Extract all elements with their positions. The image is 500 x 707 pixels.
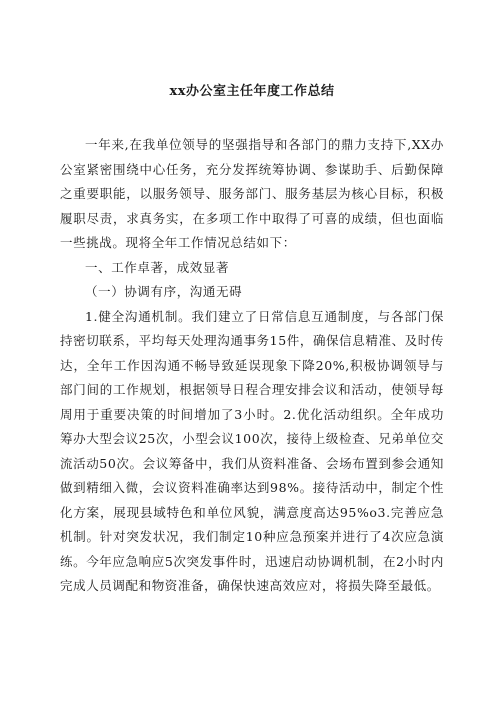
document-title: xx办公室主任年度工作总结 [169,84,335,99]
section-heading-1: 一、工作卓著，成效显著 [85,259,230,275]
subsection-heading-1: （一）协调有序，沟通无碍 [85,284,243,299]
intro-paragraph: 一年来,在我单位领导的坚强指导和各部门的鼎力支持下,XX办公室紧密围绕中心任务，充分发挥统筹协调、参谋助手、后勤保障之重要职能，以服务领导、服务部门、服务基层为核心目标，积极履职尽责，求真务实，在多项工作中取得了可喜的成绩，但也面临一些挑战。现将全年工作情况总结如下： [60,137,444,250]
body-paragraph-1: 1.健全沟通机制。我们建立了日常信息互通制度，与各部门保持密切联系，平均每天处理沟通事务15件，确保信息精准、及时传达，全年工作因沟通不畅导致延误现象下降20%,积极协调领导与部门间的工作规划，根据领导日程合理安排会议和活动，使领导每周用于重要决策的时间增加了3小时。2.优化活动组织。全年成功筹办大型会议25次，小型会议100次，接待上级检查、兄弟单位交流活动50次。会议筹备中，我们从资料准备、会场布置到参会通知做到精细入微，会议资料准确率达到98%。接待活动中，制定个性化方案，展现县域特色和单位风貌，满意度高达95%o3.完善应急机制。针对突发状况，我们制定10种应急预案并进行了4次应急演练。今年应急响应5次突发事件时，迅速启动协调机制，在2小时内完成人员调配和物资准备，确保快速高效应对，将损失降至最低。 [60,308,444,593]
